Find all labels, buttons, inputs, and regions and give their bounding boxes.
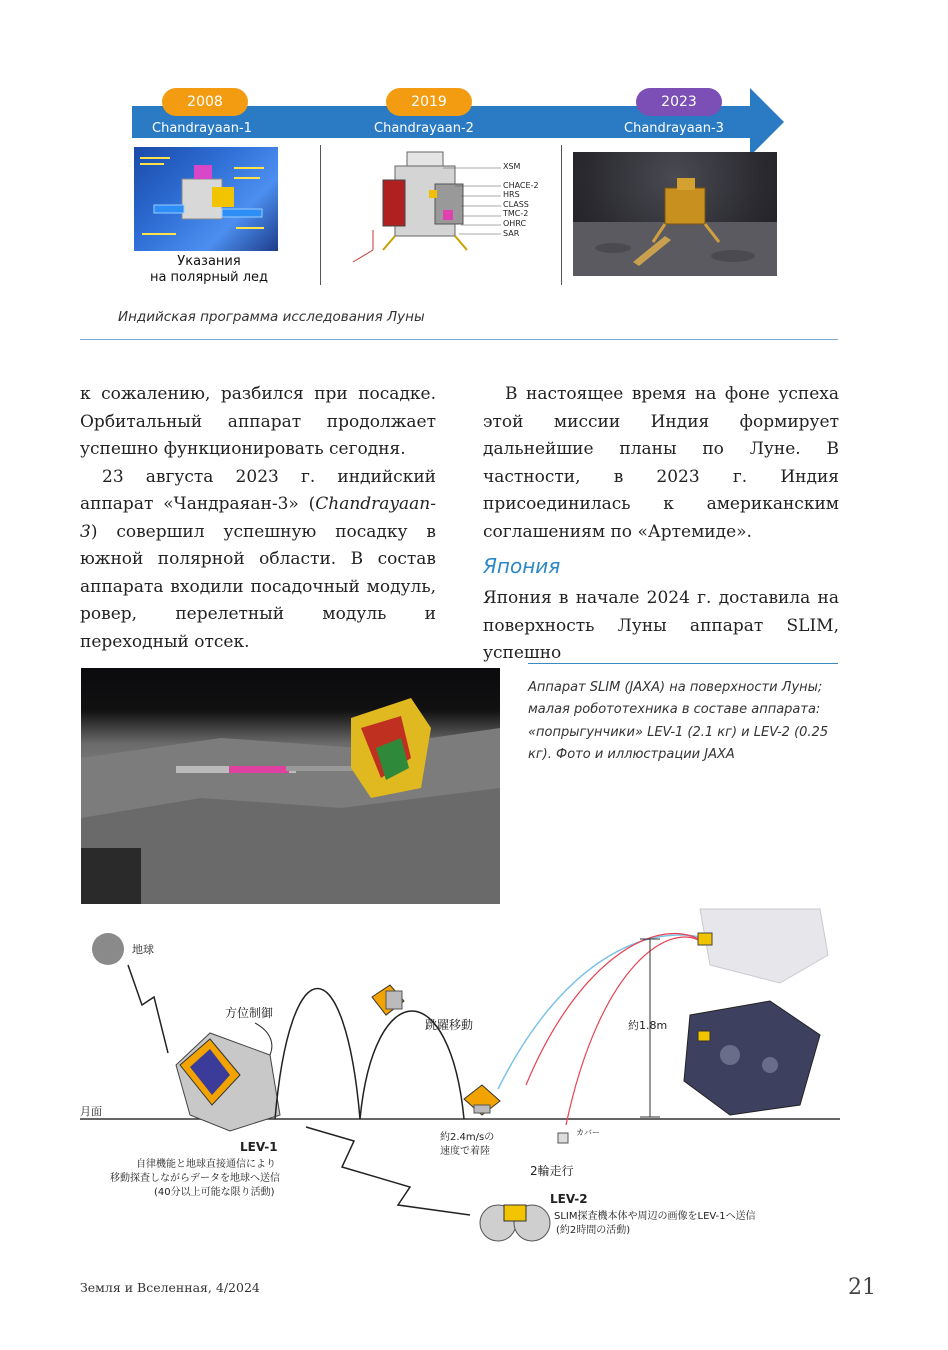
instrument-label: OHRC <box>503 218 527 228</box>
page-number: 21 <box>848 1275 876 1300</box>
timeline-mission-chandrayaan-1: Chandrayaan-1 <box>152 121 252 136</box>
cover-icon <box>558 1133 568 1143</box>
section-heading-japan: Япония <box>483 554 561 578</box>
label-landing-speed-2: 速度で着陸 <box>440 1146 490 1157</box>
paragraph-text: ) совершил успешную посадку в южной полярной области. В состав аппарата входили посадочный модуль, ровер, перелетный модуль и переходный отсек. <box>80 521 436 652</box>
label-surface: 月面 <box>80 1105 102 1118</box>
paragraph: В настоящее время на фоне успеха этой миссии Индия формирует дальнейшие планы по Луне. В частности, в 2023 г. Индия присоединилась к американским соглашениям по «Артемиде». <box>483 384 839 542</box>
label-two-wheel: 2輪走行 <box>530 1164 574 1178</box>
timeline-mission-chandrayaan-3: Chandrayaan-3 <box>624 121 724 136</box>
caption-divider <box>528 663 838 664</box>
lev2-robot <box>480 1205 550 1241</box>
timeline-mission-chandrayaan-2: Chandrayaan-2 <box>374 121 474 136</box>
label-earth: 地球 <box>132 943 154 956</box>
label-height: 約1.8m <box>628 1019 668 1032</box>
chandrayaan-1-image <box>134 147 278 251</box>
chandrayaan-2-instrument-list <box>503 162 539 238</box>
mission-name-italic: Chandrayaan-3 <box>80 494 436 542</box>
label-landing-speed-1: 約2.4m/sの <box>440 1132 495 1143</box>
paragraph-text: 23 августа 2023 г. индийский аппарат «Чандраяан-3» ( <box>80 466 436 514</box>
instrument-label: CLASS <box>503 199 529 209</box>
label-lev1: LEV-1 <box>240 1140 278 1154</box>
label-lev2: LEV-2 <box>550 1192 588 1206</box>
figure-caption-india-program: Индийская программа исследования Луны <box>118 309 425 325</box>
label-lev1-desc-2: 移動探査しながらデータを地球へ送信 <box>110 1173 280 1184</box>
trajectory-lev2 <box>526 933 702 1085</box>
paragraph <box>80 464 436 657</box>
slim-payload-icon <box>698 933 712 945</box>
text-column-left <box>80 381 436 656</box>
label-cover: カバー <box>576 1128 600 1137</box>
lev1-robot <box>176 1033 280 1131</box>
chandrayaan-3-image <box>573 152 777 276</box>
slim-lunar-surface-photo <box>81 668 500 904</box>
instrument-label: HRS <box>503 190 520 200</box>
label-lev1-desc-1: 自律機能と地球直接通信により <box>136 1159 276 1170</box>
label-lev2-desc-2: (約2時間の活動) <box>556 1225 631 1236</box>
label-attitude-control: 方位制御 <box>225 1006 274 1020</box>
slim-spacecraft-ghost <box>700 909 828 983</box>
timeline-arrow-icon <box>750 88 784 156</box>
label-hop-movement: 跳躍移動 <box>425 1018 474 1032</box>
paragraph: к сожалению, разбился при посадке. Орбитальный аппарат продолжает успешно функционировать сегодня. <box>80 384 436 459</box>
label-lev2-desc-1: SLIM探査機本体や周辺の画像をLEV-1へ送信 <box>554 1211 756 1222</box>
comm-link-icon <box>128 965 168 1053</box>
paragraph: Япония в начале 2024 г. доставила на поверхность Луны аппарат SLIM, успешно <box>483 588 839 663</box>
earth-icon <box>92 933 124 965</box>
lev-hopping-diagram <box>80 905 840 1250</box>
label-lev1-desc-3: (40分以上可能な限り活動) <box>154 1187 275 1198</box>
instrument-label: XSM <box>503 162 521 171</box>
chandrayaan-1-caption-line2: на полярный лед <box>149 270 269 285</box>
figure-caption-slim: Аппарат SLIM (JAXA) на поверхности Луны; малая робототехника в составе аппарата: «попрыгунчики» LEV-1 (2.1 кг) и LEV-2 (0.25 кг). Фото и иллюстрации JAXA <box>528 680 829 763</box>
chandrayaan-1-caption <box>124 254 294 286</box>
slim-spacecraft <box>684 1001 820 1115</box>
timeline-divider <box>320 145 321 285</box>
chandrayaan-1-caption-line1: Указания <box>177 254 241 269</box>
section-divider <box>80 339 838 340</box>
trajectory-lev1 <box>498 935 700 1089</box>
timeline-year-2023: 2023 <box>636 88 722 116</box>
lev1-midair-icon <box>372 985 404 1015</box>
journal-footer: Земля и Вселенная, 4/2024 <box>80 1280 260 1295</box>
timeline-divider <box>561 145 562 285</box>
hop-arc <box>275 989 360 1120</box>
timeline-year-2008: 2008 <box>162 88 248 116</box>
india-timeline <box>132 88 784 152</box>
instrument-label: CHACE-2 <box>503 180 539 190</box>
instrument-label: SAR <box>503 228 520 238</box>
timeline-year-2019: 2019 <box>386 88 472 116</box>
instrument-label: TMC-2 <box>503 209 529 219</box>
text-column-right <box>483 381 839 668</box>
lev1-landing-icon <box>464 1085 500 1115</box>
